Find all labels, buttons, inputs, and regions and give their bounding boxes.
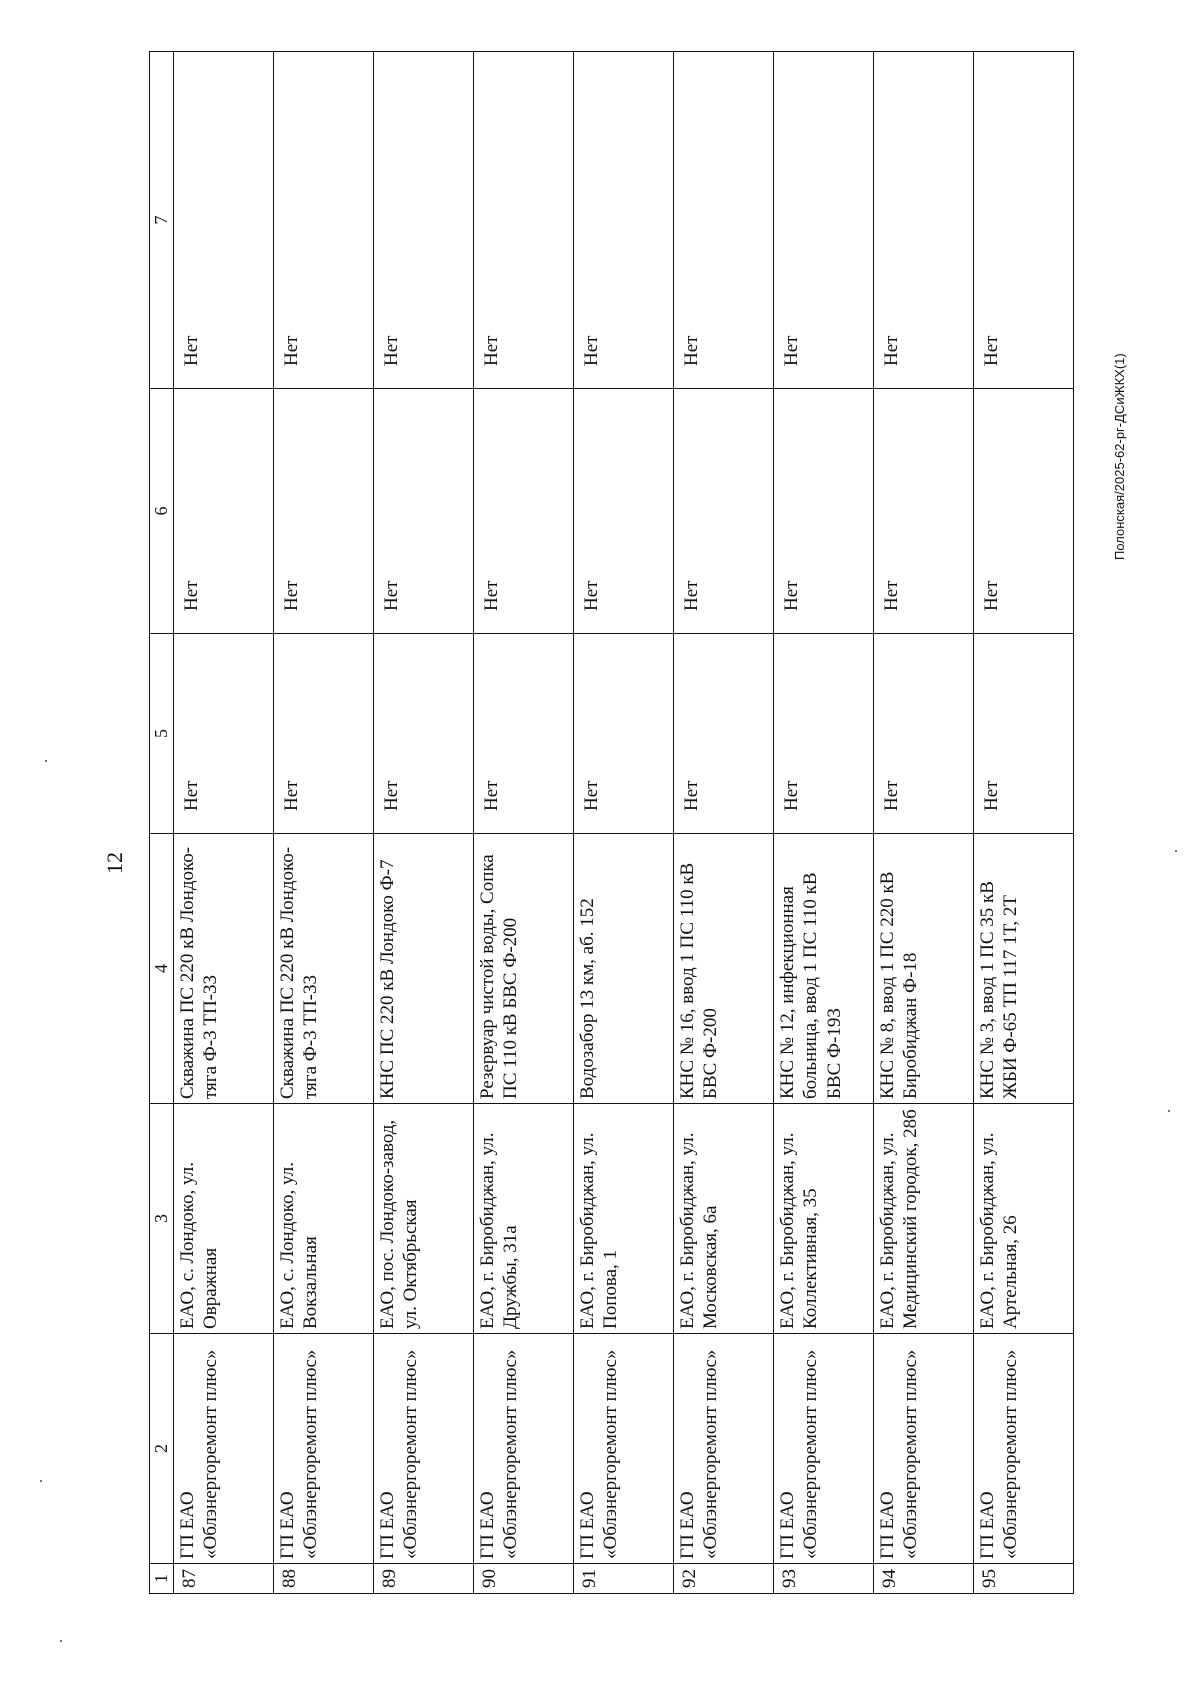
document-code: Полонская/2025-62-рг-ДСиЖКХ(1) — [1112, 353, 1127, 560]
row-number: 90 — [473, 1564, 573, 1594]
organization-cell: ГП ЕАО «Облэнергоремонт плюс» — [973, 1334, 1073, 1564]
header-col-7: 7 — [150, 52, 174, 389]
scan-speck — [60, 1640, 62, 1642]
organization-cell: ГП ЕАО «Облэнергоремонт плюс» — [373, 1334, 473, 1564]
row-number: 89 — [373, 1564, 473, 1594]
col7-value: Нет — [773, 52, 873, 389]
col6-value: Нет — [273, 389, 373, 634]
address-cell: ЕАО, с. Лондоко, ул. Овражная — [173, 1104, 273, 1334]
table-row — [973, 52, 1073, 1594]
address-cell: ЕАО, г. Биробиджан, ул. Дружбы, 31а — [473, 1104, 573, 1334]
col5-value: Нет — [873, 634, 973, 834]
col6-value: Нет — [173, 389, 273, 634]
table-row — [773, 52, 873, 1594]
col6-value: Нет — [773, 389, 873, 634]
organization-cell: ГП ЕАО «Облэнергоремонт плюс» — [873, 1334, 973, 1564]
data-table — [149, 52, 1073, 1594]
object-cell: КНС ПС 220 кВ Лондоко Ф-7 — [373, 834, 473, 1104]
row-number: 95 — [973, 1564, 1073, 1594]
header-col-2: 2 — [150, 1334, 174, 1564]
address-cell: ЕАО, г. Биробиджан, ул. Попова, 1 — [573, 1104, 673, 1334]
col5-value: Нет — [573, 634, 673, 834]
row-number: 92 — [673, 1564, 773, 1594]
col6-value: Нет — [473, 389, 573, 634]
col5-value: Нет — [673, 634, 773, 834]
col7-value: Нет — [873, 52, 973, 389]
table-row — [873, 52, 973, 1594]
address-cell: ЕАО, г. Биробиджан, ул. Медицинский городок, 28б — [873, 1104, 973, 1334]
col5-value: Нет — [773, 634, 873, 834]
col7-value: Нет — [973, 52, 1073, 389]
scan-speck — [45, 760, 47, 762]
col6-value: Нет — [573, 389, 673, 634]
object-cell: КНС № 3, ввод 1 ПС 35 кВ ЖБИ Ф-65 ТП 117 1Т, 2Т — [973, 834, 1073, 1104]
object-cell: КНС № 12, инфекционная больница, ввод 1 ПС 110 кВ БВС Ф-193 — [773, 834, 873, 1104]
organization-cell: ГП ЕАО «Облэнергоремонт плюс» — [173, 1334, 273, 1564]
object-cell: КНС № 8, ввод 1 ПС 220 кВ Биробиджан Ф-18 — [873, 834, 973, 1104]
object-cell: Скважина ПС 220 кВ Лондоко-тяга Ф-3 ТП-33 — [173, 834, 273, 1104]
address-cell: ЕАО, с. Лондоко, ул. Вокзальная — [273, 1104, 373, 1334]
object-cell: Скважина ПС 220 кВ Лондоко-тяга Ф-3 ТП-33 — [273, 834, 373, 1104]
address-cell: ЕАО, г. Биробиджан, ул. Московская, 6а — [673, 1104, 773, 1334]
col6-value: Нет — [873, 389, 973, 634]
table-row — [373, 52, 473, 1594]
row-number: 91 — [573, 1564, 673, 1594]
header-col-4: 4 — [150, 834, 174, 1104]
page-number: 12 — [102, 852, 127, 874]
object-cell: КНС № 16, ввод 1 ПС 110 кВ БВС Ф-200 — [673, 834, 773, 1104]
organization-cell: ГП ЕАО «Облэнергоремонт плюс» — [773, 1334, 873, 1564]
table-header-row — [150, 52, 174, 1594]
table-row — [673, 52, 773, 1594]
header-col-5: 5 — [150, 634, 174, 834]
col7-value: Нет — [473, 52, 573, 389]
organization-cell: ГП ЕАО «Облэнергоремонт плюс» — [673, 1334, 773, 1564]
col7-value: Нет — [173, 52, 273, 389]
col5-value: Нет — [273, 634, 373, 834]
col7-value: Нет — [573, 52, 673, 389]
col5-value: Нет — [973, 634, 1073, 834]
object-cell: Резервуар чистой воды, Сопка ПС 110 кВ БВС Ф-200 — [473, 834, 573, 1104]
organization-cell: ГП ЕАО «Облэнергоремонт плюс» — [273, 1334, 373, 1564]
scan-speck — [1168, 1110, 1170, 1112]
object-cell: Водозабор 13 км, аб. 152 — [573, 834, 673, 1104]
table-row — [173, 52, 273, 1594]
row-number: 88 — [273, 1564, 373, 1594]
col7-value: Нет — [673, 52, 773, 389]
header-col-3: 3 — [150, 1104, 174, 1334]
col7-value: Нет — [373, 52, 473, 389]
address-cell: ЕАО, г. Биробиджан, ул. Артельная, 26 — [973, 1104, 1073, 1334]
row-number: 94 — [873, 1564, 973, 1594]
col6-value: Нет — [373, 389, 473, 634]
table — [149, 51, 1074, 1594]
organization-cell: ГП ЕАО «Облэнергоремонт плюс» — [473, 1334, 573, 1564]
col5-value: Нет — [473, 634, 573, 834]
table-row — [573, 52, 673, 1594]
table-rotated-frame — [149, 52, 1073, 1594]
col5-value: Нет — [373, 634, 473, 834]
table-row — [473, 52, 573, 1594]
organization-cell: ГП ЕАО «Облэнергоремонт плюс» — [573, 1334, 673, 1564]
scan-speck — [1175, 850, 1177, 852]
col5-value: Нет — [173, 634, 273, 834]
col7-value: Нет — [273, 52, 373, 389]
table-row — [273, 52, 373, 1594]
col6-value: Нет — [973, 389, 1073, 634]
header-col-1: 1 — [150, 1564, 174, 1594]
header-col-6: 6 — [150, 389, 174, 634]
address-cell: ЕАО, пос. Лондоко-завод, ул. Октябрьская — [373, 1104, 473, 1334]
address-cell: ЕАО, г. Биробиджан, ул. Коллективная, 35 — [773, 1104, 873, 1334]
scan-speck — [40, 1480, 42, 1482]
row-number: 93 — [773, 1564, 873, 1594]
row-number: 87 — [173, 1564, 273, 1594]
col6-value: Нет — [673, 389, 773, 634]
